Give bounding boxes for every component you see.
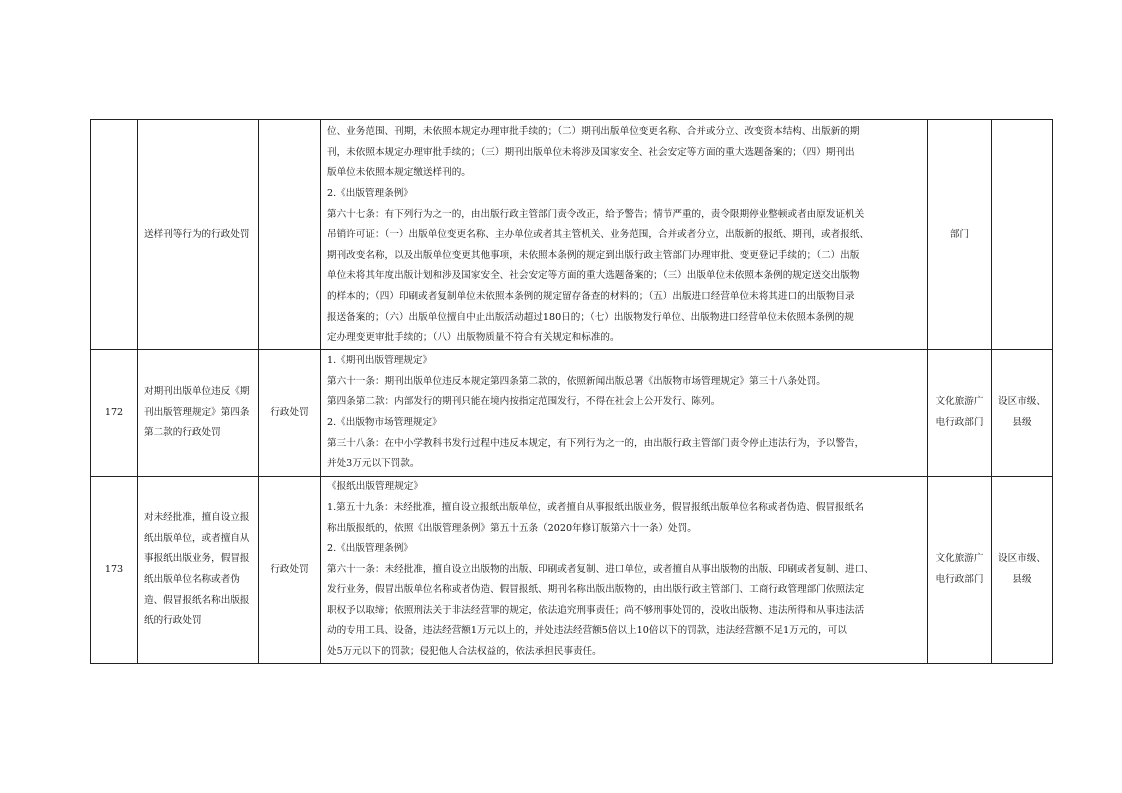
row-number: 173 <box>91 477 138 664</box>
basis-line: 第六十一条：未经批准，擅自设立出版物的出版、印刷或者复制、进口单位，或者擅自从事出版物的出版、印刷或者复制、进口、 <box>327 563 874 575</box>
row-number: 172 <box>91 350 138 477</box>
item-name <box>138 120 259 350</box>
basis-line: 第六十七条：有下列行为之一的，由出版行政主管部门责令改正，给予警告；情节严重的，责令限期停业整顿或者由原发证机关 <box>327 208 865 220</box>
basis-line: 的样本的；（四）印刷或者复制单位未依照本条例的规定留存备查的材料的；（五）出版进口经营单位未将其进口的出版物目录 <box>327 290 855 302</box>
legal-basis <box>321 120 928 350</box>
row-number <box>91 120 138 350</box>
table-row <box>91 350 1053 477</box>
basis-line: 第四条第二款：内部发行的期刊只能在境内按指定范围发行，不得在社会上公开发行、陈列。 <box>327 396 721 408</box>
item-name-text: 对期刊出版单位违反《期刊出版管理规定》第四条第二款的行政处罚 <box>144 386 250 439</box>
basis-line: 《报纸出版管理规定》 <box>327 481 423 493</box>
basis-line: 期刊改变名称，以及出版单位变更其他事项，未依照本条例的规定到出版行政主管部门办理审批、变更登记手续的；（二）出版 <box>327 249 860 261</box>
basis-line: 并处3万元以下罚款。 <box>327 458 420 470</box>
basis-line: 2.《出版物市场管理规定》 <box>327 417 442 428</box>
basis-line: 位、业务范围、刊期，未依照本规定办理审批手续的；（二）期刊出版单位变更名称、合并或分立、改变资本结构、出版新的期 <box>327 126 860 138</box>
jurisdiction-level: 设区市级、县级 <box>992 477 1053 664</box>
basis-line: 2.《出版管理条例》 <box>327 188 413 200</box>
department: 文化旅游广电行政部门 <box>928 350 992 477</box>
legal-basis <box>321 350 928 477</box>
basis-line: 单位未将其年度出版计划和涉及国家安全、社会安定等方面的重大选题备案的；（三）出版单位未依照本条例的规定送交出版物 <box>327 270 860 282</box>
basis-line: 1.第五十九条：未经批准，擅自设立报纸出版单位，或者擅自从事报纸出版业务，假冒报纸出版单位名称或者伪造、假冒报纸名 <box>327 501 864 513</box>
item-name-text: 对未经批准，擅自设立报纸出版单位，或者擅自从事报纸出版业务，假冒报纸出版单位名称或者伪造、假冒报纸名称出版报纸的行政处罚 <box>144 512 250 627</box>
basis-line: 处5万元以下的罚款；侵犯他人合法权益的，依法承担民事责任。 <box>327 646 602 658</box>
basis-line: 称出版报纸的，依照《出版管理条例》第五十五条（2020年修订版第六十一条）处罚。 <box>327 522 697 534</box>
enforcement-type <box>259 120 321 350</box>
basis-line: 刊，未依照本规定办理审批手续的；（三）期刊出版单位未将涉及国家安全、社会安定等方面的重大选题备案的；（四）期刊出 <box>327 146 855 158</box>
basis-line: 第三十八条：在中小学教科书发行过程中违反本规定，有下列行为之一的，由出版行政主管部门责令停止违法行为，予以警告， <box>327 437 865 449</box>
basis-line: 发行业务，假冒出版单位名称或者伪造、假冒报纸、期刊名称出版出版物的，由出版行政主管部门、工商行政管理部门依照法定 <box>327 584 865 596</box>
table-row <box>91 120 1053 350</box>
item-name <box>138 350 259 477</box>
item-name-text: 送样刊等行为的行政处罚 <box>144 229 250 241</box>
enforcement-table <box>90 119 1053 664</box>
enforcement-type: 行政处罚 <box>259 477 321 664</box>
basis-line: 职权予以取缔；依照刑法关于非法经营罪的规定，依法追究刑事责任；尚不够刑事处罚的，没收出版物、违法所得和从事违法活 <box>327 604 865 616</box>
item-name <box>138 477 259 664</box>
basis-line: 定办理变更审批手续的；（八）出版物质量不符合有关规定和标准的。 <box>327 332 620 344</box>
basis-line: 1.《期刊出版管理规定》 <box>327 355 433 367</box>
basis-line: 版单位未依照本规定缴送样刊的。 <box>327 167 471 179</box>
legal-basis <box>321 477 928 664</box>
department: 文化旅游广电行政部门 <box>928 477 992 664</box>
table-row <box>91 477 1053 664</box>
jurisdiction-level: 设区市级、县级 <box>992 350 1053 477</box>
department: 部门 <box>928 120 992 350</box>
enforcement-type: 行政处罚 <box>259 350 321 477</box>
basis-line: 报送备案的；（六）出版单位擅自中止出版活动超过180日的；（七）出版物发行单位、出版物进口经营单位未依照本条例的规 <box>327 311 854 323</box>
jurisdiction-level <box>992 120 1053 350</box>
basis-line: 吊销许可证：（一）出版单位变更名称、主办单位或者其主管机关、业务范围，合并或者分立，出版新的报纸、期刊，或者报纸、 <box>327 229 870 241</box>
basis-line: 第六十一条：期刊出版单位违反本规定第四条第二款的，依照新闻出版总署《出版物市场管理规定》第三十八条处罚。 <box>327 375 826 387</box>
basis-line: 动的专用工具、设备，违法经营额1万元以上的，并处违法经营额5倍以上10倍以下的罚款，违法经营额不足1万元的，可以 <box>327 625 847 637</box>
basis-line: 2.《出版管理条例》 <box>327 543 413 555</box>
